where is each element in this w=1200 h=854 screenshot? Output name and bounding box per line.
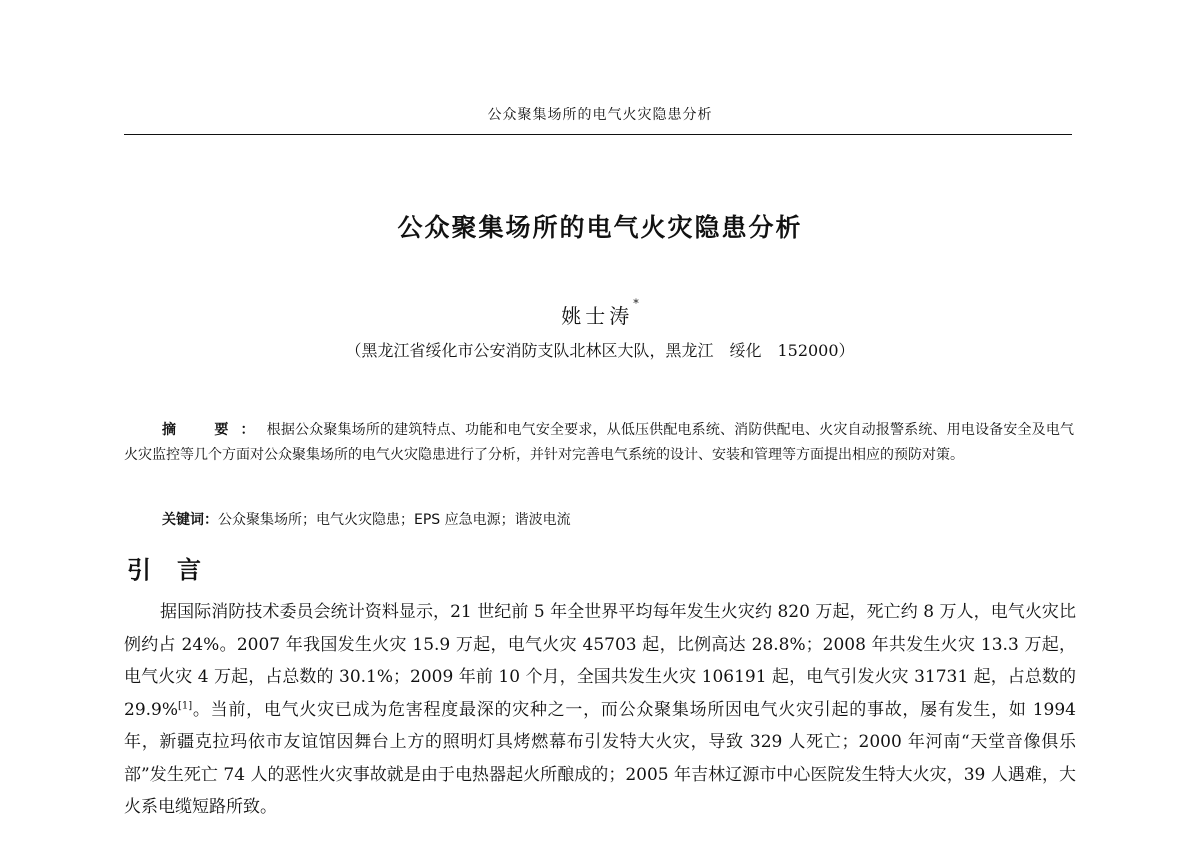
- body-paragraph: [124, 596, 1076, 824]
- citation-ref: [1]: [178, 699, 193, 711]
- paper-title: 公众聚集场所的电气火灾隐患分析: [397, 213, 803, 242]
- abstract: [124, 418, 1074, 468]
- body-text-part-1: 据国际消防技术委员会统计资料显示，21 世纪前 5 年全世界平均每年发生火灾约 820 万起，死亡约 8 万人，电气火灾比例约占 24%。2007 年我国发生火灾 15.9 万起，电气火灾 45703 起，比例高达 28.8%；2008 年共发生火灾 13.3 万起，电气火灾 4 万起，占总数的 30.1%；2009 年前 10 个月，全国共发生火灾 106191 起，电气引发火灾 31731 起，占总数的 29.9%: [124, 602, 1076, 720]
- author-name: 姚士涛: [561, 304, 634, 328]
- running-header: 公众聚集场所的电气火灾隐患分析: [487, 107, 713, 123]
- keywords: [162, 508, 1062, 533]
- affiliation: （黑龙江省绥化市公安消防支队北林区大队，黑龙江 绥化 152000）: [345, 341, 855, 360]
- author-footnote-mark: *: [633, 297, 639, 310]
- body-text-part-2: 。当前，电气火灾已成为危害程度最深的灾种之一，而公众聚集场所因电气火灾引起的事故，屡有发生，如 1994 年，新疆克拉玛依市友谊馆因舞台上方的照明灯具烤燃幕布引发特大火灾，导致 329 人死亡；2000 年河南“天堂音像俱乐部”发生死亡 74 人的恶性火灾事故就是由于电热器起火所酿成的；2005 年吉林辽源市中心医院发生特大火灾，39 人遇难，大火系电缆短路所致。: [124, 699, 1076, 817]
- abstract-label: 摘 要：: [162, 422, 267, 438]
- keywords-label: 关键词：: [162, 512, 218, 528]
- author: [0, 297, 1200, 329]
- keywords-text: 公众聚集场所；电气火灾隐患；EPS 应急电源；谐波电流: [218, 512, 571, 528]
- section-heading: 引言: [127, 556, 227, 584]
- abstract-text: 根据公众聚集场所的建筑特点、功能和电气安全要求，从低压供配电系统、消防供配电、火灾自动报警系统、用电设备安全及电气火灾监控等几个方面对公众聚集场所的电气火灾隐患进行了分析，并针对完善电气系统的设计、安装和管理等方面提出相应的预防对策。: [124, 422, 1075, 463]
- header-rule: [124, 134, 1072, 135]
